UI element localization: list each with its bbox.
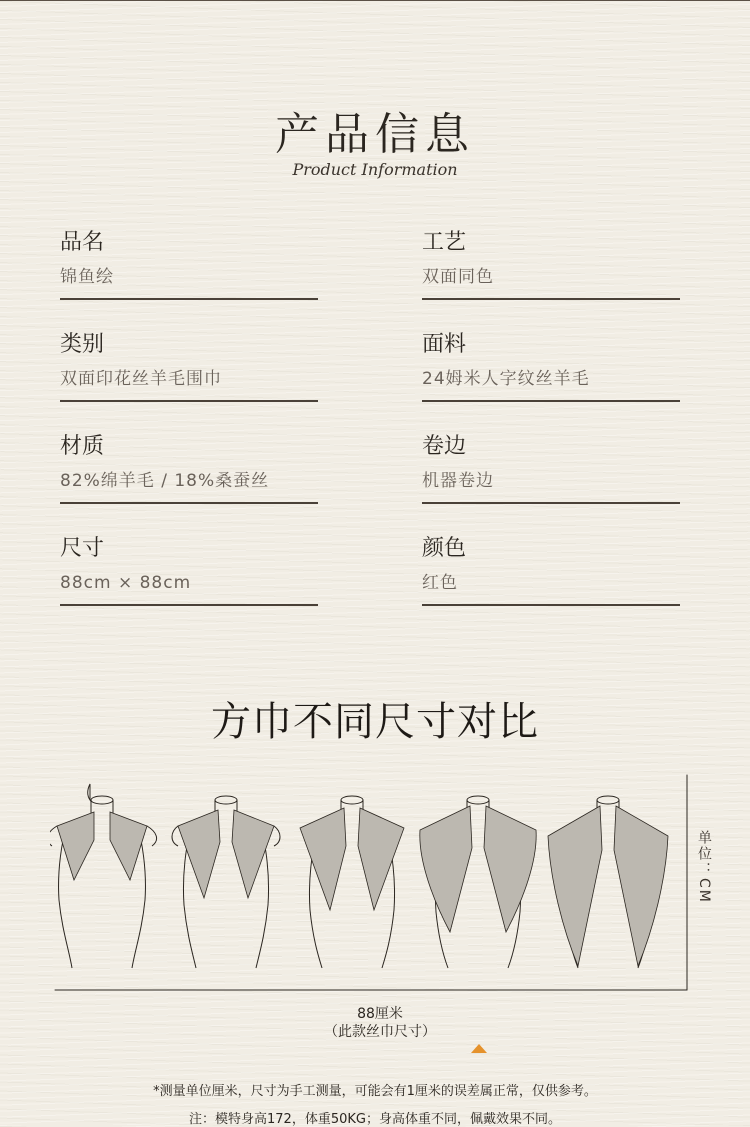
field-divider bbox=[60, 400, 318, 402]
field-label: 尺寸 bbox=[60, 536, 105, 561]
field-value: 红色 bbox=[422, 573, 458, 593]
mannequin-5 bbox=[548, 796, 668, 968]
size-callout bbox=[280, 1005, 480, 1041]
field-label: 类别 bbox=[60, 332, 105, 357]
field-label: 面料 bbox=[422, 332, 467, 357]
model-note: 注：模特身高172，体重50KG；身高体重不同，佩戴效果不同。 bbox=[189, 1112, 561, 1127]
field-value: 82%绵羊毛 / 18%桑蚕丝 bbox=[60, 471, 270, 491]
field-value: 双面印花丝羊毛围巾 bbox=[60, 369, 222, 389]
field-divider bbox=[422, 400, 680, 402]
field-divider bbox=[60, 604, 318, 606]
field-divider bbox=[422, 298, 680, 300]
field-craft bbox=[422, 228, 680, 290]
field-hem bbox=[422, 432, 680, 494]
field-category bbox=[60, 330, 318, 392]
field-label: 颜色 bbox=[422, 536, 467, 561]
field-value: 88cm × 88cm bbox=[60, 573, 192, 593]
field-value: 机器卷边 bbox=[422, 471, 494, 491]
top-divider bbox=[0, 0, 750, 1]
field-color bbox=[422, 534, 680, 596]
mannequin-2 bbox=[172, 796, 280, 968]
field-fabric bbox=[422, 330, 680, 392]
mannequin-4 bbox=[420, 796, 536, 968]
size-callout-caption: （此款丝巾尺寸） bbox=[324, 1024, 436, 1040]
field-divider bbox=[422, 604, 680, 606]
size-callout-value: 88厘米 bbox=[357, 1006, 403, 1022]
measurement-note: *测量单位厘米，尺寸为手工测量，可能会有1厘米的误差属正常，仅供参考。 bbox=[153, 1084, 597, 1099]
field-label: 工艺 bbox=[422, 230, 467, 255]
page-title: 产品信息 bbox=[275, 109, 475, 160]
field-divider bbox=[60, 502, 318, 504]
field-product-name bbox=[60, 228, 318, 290]
field-value: 锦鱼绘 bbox=[60, 267, 114, 287]
mannequin-3 bbox=[300, 796, 404, 968]
field-size bbox=[60, 534, 318, 596]
mannequin-1 bbox=[50, 784, 157, 968]
field-label: 材质 bbox=[60, 434, 105, 459]
field-value: 双面同色 bbox=[422, 267, 494, 287]
size-pointer-icon bbox=[471, 1044, 487, 1053]
unit-label: 单位：CM bbox=[696, 830, 712, 904]
field-value: 24姆米人字纹丝羊毛 bbox=[422, 369, 590, 389]
field-label: 卷边 bbox=[422, 434, 467, 459]
field-label: 品名 bbox=[60, 230, 105, 255]
page-subtitle: Product Information bbox=[292, 160, 458, 179]
size-comparison-illustration bbox=[50, 770, 700, 995]
field-divider bbox=[422, 502, 680, 504]
size-comparison-title: 方巾不同尺寸对比 bbox=[211, 699, 539, 745]
field-divider bbox=[60, 298, 318, 300]
field-material bbox=[60, 432, 318, 494]
